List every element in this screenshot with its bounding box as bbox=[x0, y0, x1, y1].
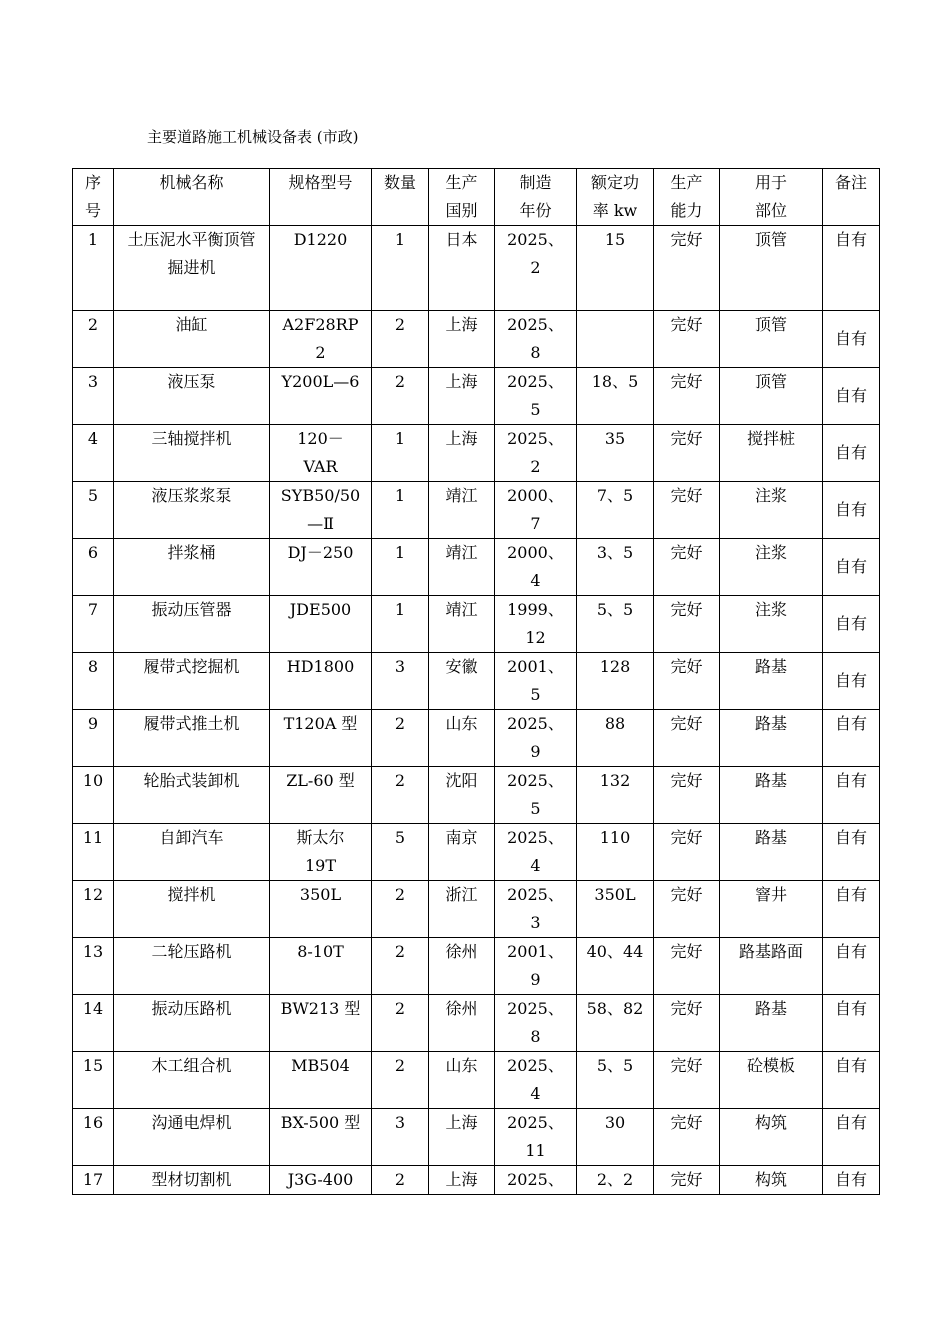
origin-cell: 上海 bbox=[429, 425, 495, 482]
machine-name-cell: 液压浆浆泵 bbox=[114, 482, 270, 539]
condition-cell: 完好 bbox=[654, 425, 720, 482]
spec-model-cell: JDE500 bbox=[270, 596, 372, 653]
usage-cell: 路基 bbox=[720, 767, 823, 824]
condition-cell: 完好 bbox=[654, 596, 720, 653]
usage-cell: 顶管 bbox=[720, 368, 823, 425]
row-number-cell: 2 bbox=[73, 311, 114, 368]
power-cell: 58、82 bbox=[577, 995, 654, 1052]
table-row bbox=[73, 1052, 880, 1109]
quantity-cell: 2 bbox=[372, 1166, 429, 1195]
condition-cell: 完好 bbox=[654, 539, 720, 596]
equipment-table bbox=[72, 168, 880, 1195]
spec-model-cell: ZL-60 型 bbox=[270, 767, 372, 824]
table-row bbox=[73, 539, 880, 596]
table-header-row bbox=[73, 169, 880, 226]
table-row bbox=[73, 226, 880, 311]
year-cell: 2025、 2 bbox=[495, 226, 577, 311]
table-row bbox=[73, 653, 880, 710]
note-cell: 自有 bbox=[823, 767, 880, 824]
row-number-cell: 3 bbox=[73, 368, 114, 425]
condition-cell: 完好 bbox=[654, 767, 720, 824]
condition-cell: 完好 bbox=[654, 1052, 720, 1109]
usage-cell: 顶管 bbox=[720, 226, 823, 311]
table-row bbox=[73, 425, 880, 482]
table-row bbox=[73, 824, 880, 881]
condition-cell: 完好 bbox=[654, 824, 720, 881]
table-row bbox=[73, 1109, 880, 1166]
note-cell: 自有 bbox=[823, 653, 880, 710]
quantity-cell: 2 bbox=[372, 1052, 429, 1109]
origin-cell: 浙江 bbox=[429, 881, 495, 938]
power-cell: 110 bbox=[577, 824, 654, 881]
row-number-cell: 11 bbox=[73, 824, 114, 881]
note-cell: 自有 bbox=[823, 482, 880, 539]
condition-cell: 完好 bbox=[654, 226, 720, 311]
year-cell: 1999、 12 bbox=[495, 596, 577, 653]
machine-name-cell: 油缸 bbox=[114, 311, 270, 368]
spec-model-cell: HD1800 bbox=[270, 653, 372, 710]
spec-model-cell: 120－ VAR bbox=[270, 425, 372, 482]
origin-cell: 上海 bbox=[429, 311, 495, 368]
machine-name-cell: 沟通电焊机 bbox=[114, 1109, 270, 1166]
origin-cell: 靖江 bbox=[429, 539, 495, 596]
machine-name-cell: 振动压路机 bbox=[114, 995, 270, 1052]
note-cell: 自有 bbox=[823, 824, 880, 881]
power-cell: 5、5 bbox=[577, 1052, 654, 1109]
spec-model-cell: SYB50/50 —Ⅱ bbox=[270, 482, 372, 539]
row-number-cell: 12 bbox=[73, 881, 114, 938]
usage-cell: 路基路面 bbox=[720, 938, 823, 995]
quantity-cell: 2 bbox=[372, 938, 429, 995]
condition-cell: 完好 bbox=[654, 938, 720, 995]
condition-cell: 完好 bbox=[654, 368, 720, 425]
origin-cell: 靖江 bbox=[429, 482, 495, 539]
power-cell: 132 bbox=[577, 767, 654, 824]
row-number-cell: 15 bbox=[73, 1052, 114, 1109]
power-cell bbox=[577, 311, 654, 368]
table-row bbox=[73, 482, 880, 539]
table-row bbox=[73, 710, 880, 767]
condition-cell: 完好 bbox=[654, 710, 720, 767]
origin-cell: 南京 bbox=[429, 824, 495, 881]
row-number-cell: 14 bbox=[73, 995, 114, 1052]
quantity-cell: 2 bbox=[372, 710, 429, 767]
note-cell: 自有 bbox=[823, 881, 880, 938]
usage-cell: 砼模板 bbox=[720, 1052, 823, 1109]
usage-cell: 搅拌桩 bbox=[720, 425, 823, 482]
condition-cell: 完好 bbox=[654, 482, 720, 539]
quantity-cell: 1 bbox=[372, 596, 429, 653]
usage-cell: 路基 bbox=[720, 995, 823, 1052]
quantity-cell: 1 bbox=[372, 482, 429, 539]
quantity-cell: 1 bbox=[372, 226, 429, 311]
note-cell: 自有 bbox=[823, 995, 880, 1052]
page-title: 主要道路施工机械设备表 (市政) bbox=[147, 128, 359, 146]
power-cell: 35 bbox=[577, 425, 654, 482]
year-cell: 2000、 4 bbox=[495, 539, 577, 596]
row-number-cell: 7 bbox=[73, 596, 114, 653]
quantity-cell: 2 bbox=[372, 767, 429, 824]
origin-cell: 山东 bbox=[429, 710, 495, 767]
condition-cell: 完好 bbox=[654, 653, 720, 710]
spec-model-cell: D1220 bbox=[270, 226, 372, 311]
machine-name-cell: 履带式挖掘机 bbox=[114, 653, 270, 710]
machine-name-cell: 履带式推土机 bbox=[114, 710, 270, 767]
quantity-cell: 5 bbox=[372, 824, 429, 881]
year-cell: 2025、 8 bbox=[495, 311, 577, 368]
quantity-cell: 2 bbox=[372, 311, 429, 368]
machine-name-cell: 拌浆桶 bbox=[114, 539, 270, 596]
year-cell: 2025、 5 bbox=[495, 368, 577, 425]
quantity-cell: 3 bbox=[372, 1109, 429, 1166]
origin-cell: 靖江 bbox=[429, 596, 495, 653]
spec-model-cell: 350L bbox=[270, 881, 372, 938]
spec-model-cell: Y200L—6 bbox=[270, 368, 372, 425]
note-cell: 自有 bbox=[823, 710, 880, 767]
note-cell: 自有 bbox=[823, 226, 880, 311]
spec-model-cell: J3G-400 bbox=[270, 1166, 372, 1195]
quantity-cell: 1 bbox=[372, 425, 429, 482]
note-cell: 自有 bbox=[823, 1166, 880, 1195]
power-cell: 30 bbox=[577, 1109, 654, 1166]
row-number-cell: 17 bbox=[73, 1166, 114, 1195]
table-row bbox=[73, 938, 880, 995]
origin-cell: 上海 bbox=[429, 1109, 495, 1166]
row-number-cell: 13 bbox=[73, 938, 114, 995]
power-cell: 5、5 bbox=[577, 596, 654, 653]
spec-model-cell: 8-10T bbox=[270, 938, 372, 995]
quantity-cell: 1 bbox=[372, 539, 429, 596]
header-cell: 数量 bbox=[372, 169, 429, 226]
year-cell: 2001、 9 bbox=[495, 938, 577, 995]
power-cell: 128 bbox=[577, 653, 654, 710]
spec-model-cell: DJ－250 bbox=[270, 539, 372, 596]
origin-cell: 上海 bbox=[429, 1166, 495, 1195]
origin-cell: 安徽 bbox=[429, 653, 495, 710]
usage-cell: 注浆 bbox=[720, 482, 823, 539]
usage-cell: 注浆 bbox=[720, 596, 823, 653]
row-number-cell: 1 bbox=[73, 226, 114, 311]
machine-name-cell: 土压泥水平衡顶管 掘进机 bbox=[114, 226, 270, 311]
note-cell: 自有 bbox=[823, 938, 880, 995]
condition-cell: 完好 bbox=[654, 995, 720, 1052]
header-cell: 生产 能力 bbox=[654, 169, 720, 226]
header-cell: 规格型号 bbox=[270, 169, 372, 226]
power-cell: 3、5 bbox=[577, 539, 654, 596]
quantity-cell: 3 bbox=[372, 653, 429, 710]
machine-name-cell: 三轴搅拌机 bbox=[114, 425, 270, 482]
header-cell: 机械名称 bbox=[114, 169, 270, 226]
table-row bbox=[73, 1166, 880, 1195]
quantity-cell: 2 bbox=[372, 995, 429, 1052]
machine-name-cell: 二轮压路机 bbox=[114, 938, 270, 995]
power-cell: 40、44 bbox=[577, 938, 654, 995]
year-cell: 2000、 7 bbox=[495, 482, 577, 539]
origin-cell: 徐州 bbox=[429, 938, 495, 995]
condition-cell: 完好 bbox=[654, 1166, 720, 1195]
power-cell: 2、2 bbox=[577, 1166, 654, 1195]
power-cell: 88 bbox=[577, 710, 654, 767]
machine-name-cell: 自卸汽车 bbox=[114, 824, 270, 881]
machine-name-cell: 搅拌机 bbox=[114, 881, 270, 938]
year-cell: 2025、 2 bbox=[495, 425, 577, 482]
usage-cell: 路基 bbox=[720, 710, 823, 767]
condition-cell: 完好 bbox=[654, 881, 720, 938]
spec-model-cell: BW213 型 bbox=[270, 995, 372, 1052]
table-row bbox=[73, 596, 880, 653]
row-number-cell: 9 bbox=[73, 710, 114, 767]
spec-model-cell: BX-500 型 bbox=[270, 1109, 372, 1166]
power-cell: 18、5 bbox=[577, 368, 654, 425]
usage-cell: 顶管 bbox=[720, 311, 823, 368]
condition-cell: 完好 bbox=[654, 1109, 720, 1166]
usage-cell: 注浆 bbox=[720, 539, 823, 596]
spec-model-cell: A2F28RP 2 bbox=[270, 311, 372, 368]
year-cell: 2025、 11 bbox=[495, 1109, 577, 1166]
year-cell: 2025、 3 bbox=[495, 881, 577, 938]
row-number-cell: 10 bbox=[73, 767, 114, 824]
note-cell: 自有 bbox=[823, 1109, 880, 1166]
header-cell: 制造 年份 bbox=[495, 169, 577, 226]
machine-name-cell: 型材切割机 bbox=[114, 1166, 270, 1195]
header-cell: 用于 部位 bbox=[720, 169, 823, 226]
spec-model-cell: 斯太尔 19T bbox=[270, 824, 372, 881]
spec-model-cell: MB504 bbox=[270, 1052, 372, 1109]
table-row bbox=[73, 881, 880, 938]
table-row bbox=[73, 368, 880, 425]
year-cell: 2001、 5 bbox=[495, 653, 577, 710]
spec-model-cell: T120A 型 bbox=[270, 710, 372, 767]
header-cell: 额定功 率 kw bbox=[577, 169, 654, 226]
note-cell: 自有 bbox=[823, 425, 880, 482]
year-cell: 2025、 5 bbox=[495, 767, 577, 824]
origin-cell: 沈阳 bbox=[429, 767, 495, 824]
row-number-cell: 8 bbox=[73, 653, 114, 710]
origin-cell: 山东 bbox=[429, 1052, 495, 1109]
usage-cell: 路基 bbox=[720, 824, 823, 881]
row-number-cell: 6 bbox=[73, 539, 114, 596]
note-cell: 自有 bbox=[823, 1052, 880, 1109]
usage-cell: 窨井 bbox=[720, 881, 823, 938]
header-cell: 序 号 bbox=[73, 169, 114, 226]
condition-cell: 完好 bbox=[654, 311, 720, 368]
note-cell: 自有 bbox=[823, 539, 880, 596]
usage-cell: 构筑 bbox=[720, 1166, 823, 1195]
row-number-cell: 16 bbox=[73, 1109, 114, 1166]
header-cell: 备注 bbox=[823, 169, 880, 226]
machine-name-cell: 液压泵 bbox=[114, 368, 270, 425]
header-cell: 生产 国别 bbox=[429, 169, 495, 226]
power-cell: 350L bbox=[577, 881, 654, 938]
table-row bbox=[73, 995, 880, 1052]
row-number-cell: 4 bbox=[73, 425, 114, 482]
quantity-cell: 2 bbox=[372, 881, 429, 938]
machine-name-cell: 轮胎式装卸机 bbox=[114, 767, 270, 824]
year-cell: 2025、 4 bbox=[495, 824, 577, 881]
machine-name-cell: 振动压管器 bbox=[114, 596, 270, 653]
power-cell: 15 bbox=[577, 226, 654, 311]
year-cell: 2025、 8 bbox=[495, 995, 577, 1052]
table-row bbox=[73, 767, 880, 824]
usage-cell: 构筑 bbox=[720, 1109, 823, 1166]
note-cell: 自有 bbox=[823, 311, 880, 368]
year-cell: 2025、 bbox=[495, 1166, 577, 1195]
row-number-cell: 5 bbox=[73, 482, 114, 539]
machine-name-cell: 木工组合机 bbox=[114, 1052, 270, 1109]
year-cell: 2025、 9 bbox=[495, 710, 577, 767]
power-cell: 7、5 bbox=[577, 482, 654, 539]
usage-cell: 路基 bbox=[720, 653, 823, 710]
year-cell: 2025、 4 bbox=[495, 1052, 577, 1109]
note-cell: 自有 bbox=[823, 368, 880, 425]
note-cell: 自有 bbox=[823, 596, 880, 653]
origin-cell: 上海 bbox=[429, 368, 495, 425]
origin-cell: 日本 bbox=[429, 226, 495, 311]
quantity-cell: 2 bbox=[372, 368, 429, 425]
table-row bbox=[73, 311, 880, 368]
origin-cell: 徐州 bbox=[429, 995, 495, 1052]
